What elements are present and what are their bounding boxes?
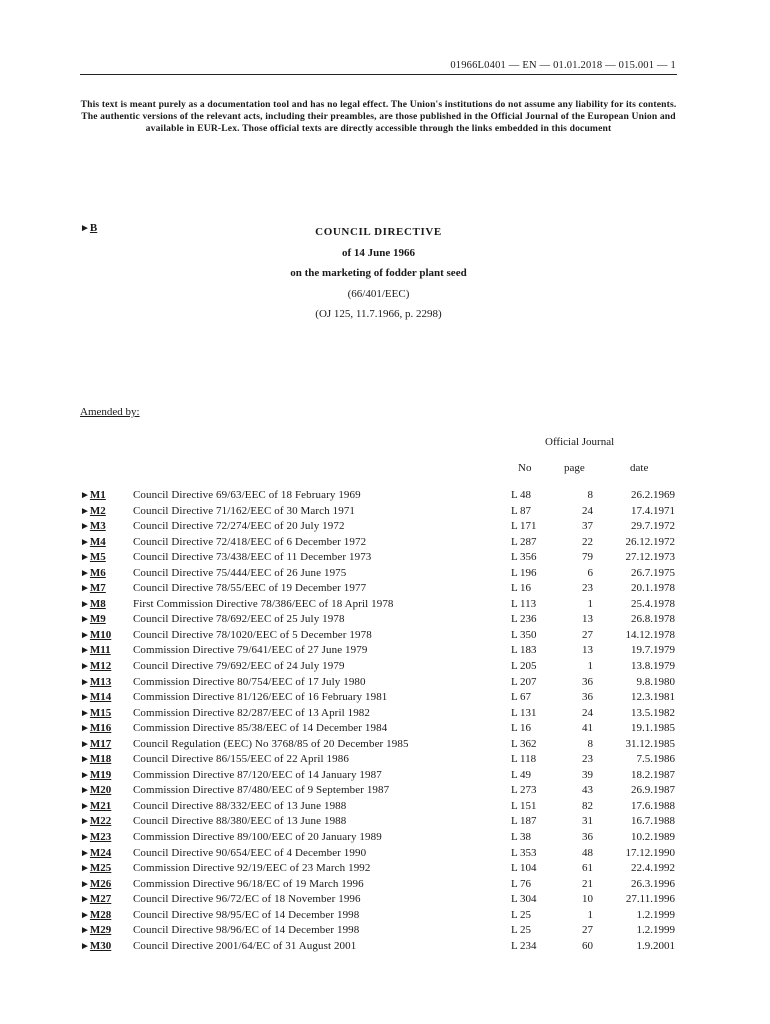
oj-number: L 207 [511,675,537,688]
arrow-right-icon: ► [80,505,90,517]
table-row [0,581,770,597]
amendment-link[interactable]: M21 [89,799,112,812]
oj-date: 17.12.1990 [625,846,675,859]
table-row [0,566,770,582]
oj-number: L 25 [511,924,532,937]
oj-page: 79 [582,551,593,564]
table-row [0,675,770,691]
table-row [0,721,770,737]
table-row [0,612,770,628]
arrow-right-icon: ► [80,878,90,890]
amendment-marker[interactable] [80,628,111,644]
oj-date: 26.7.1975 [631,566,675,579]
amendments-table [0,488,770,954]
amendment-link[interactable]: M25 [89,862,112,875]
arrow-right-icon: ► [80,598,90,610]
header-divider [80,74,677,75]
amending-act: Commission Directive 81/126/EEC of 16 February 1981 [133,691,388,704]
table-row [0,783,770,799]
amendment-marker[interactable] [80,721,111,737]
arrow-right-icon: ► [80,629,90,641]
oj-number: L 38 [511,831,532,844]
arrow-right-icon: ► [80,894,90,906]
amending-act: Commission Directive 92/19/EEC of 23 March 1992 [133,862,371,875]
oj-page: 8 [587,489,593,501]
amendment-link[interactable]: M19 [89,768,112,781]
amendment-marker[interactable] [80,846,111,862]
oj-page: 41 [582,722,593,735]
oj-page: 31 [582,815,593,828]
amendment-marker[interactable] [80,877,111,893]
oj-number: L 87 [511,504,532,517]
arrow-right-icon: ► [80,847,90,859]
amendment-link[interactable]: M12 [89,660,112,673]
document-reference: 01966L0401 — EN — 01.01.2018 — 015.001 — 1 [450,60,676,71]
oj-number: L 16 [511,722,532,735]
arrow-right-icon: ► [80,490,90,501]
oj-date: 19.1.1985 [631,722,675,735]
amendment-link[interactable]: M13 [89,675,112,688]
amendment-marker[interactable] [80,923,111,939]
oj-number: L 49 [511,768,532,781]
amending-act: Council Directive 79/692/EEC of 24 July 1979 [133,660,345,673]
base-act-marker[interactable] [80,222,97,234]
arrow-right-icon: ► [80,567,90,579]
amendment-marker[interactable] [80,783,111,799]
amendment-link[interactable]: M11 [89,644,111,657]
amendment-marker[interactable] [80,597,106,613]
oj-number: L 131 [511,706,537,719]
oj-page: 60 [582,939,593,952]
arrow-right-icon: ► [80,909,90,921]
oj-page: 1 [587,597,593,610]
amendment-link[interactable]: M17 [89,737,112,750]
oj-number: L 171 [511,520,537,533]
amending-act: Council Directive 90/654/EEC of 4 December 1990 [133,846,367,859]
amendment-marker[interactable] [80,581,106,597]
amendment-link[interactable]: M23 [89,831,112,844]
amendment-marker[interactable] [80,566,106,582]
table-row [0,877,770,893]
arrow-right-icon: ► [80,676,90,688]
oj-number: L 113 [511,597,537,610]
amendment-link[interactable]: M16 [89,722,112,735]
table-row [0,628,770,644]
amending-act: Commission Directive 87/480/EEC of 9 September 1987 [133,784,390,797]
amendment-link[interactable]: M24 [89,846,112,859]
title-date: of 14 June 1966 [341,246,416,259]
oj-page: 27 [582,628,593,641]
column-header-no: No [518,462,532,474]
oj-number: L 104 [511,862,537,875]
amendment-marker[interactable] [80,752,111,768]
oj-date: 13.8.1979 [631,660,675,673]
oj-date: 14.12.1978 [625,628,675,641]
oj-number: L 236 [511,613,537,626]
amending-act: Commission Directive 87/120/EEC of 14 January 1987 [133,768,382,781]
amendment-marker[interactable] [80,830,111,846]
amending-act: Council Directive 2001/64/EC of 31 August 2001 [133,939,357,952]
arrow-right-icon: ► [80,614,90,626]
oj-number: L 304 [511,893,537,906]
title-subject: on the marketing of fodder plant seed [290,267,467,279]
amendment-marker[interactable] [80,706,111,722]
oj-page: 10 [582,893,593,906]
arrow-right-icon: ► [80,645,90,657]
amendment-link[interactable]: M7 [89,582,106,595]
oj-page: 27 [582,924,593,937]
amendment-marker[interactable] [80,908,111,924]
table-row [0,597,770,613]
oj-number: L 234 [511,939,537,952]
oj-page: 61 [582,862,593,875]
amending-act: Council Regulation (EEC) No 3768/85 of 20 December 1985 [133,737,409,750]
oj-page: 36 [582,675,593,688]
oj-page: 13 [582,644,593,657]
oj-date: 9.8.1980 [636,675,675,688]
oj-date: 1.2.1999 [636,924,675,937]
amending-act: Commission Directive 89/100/EEC of 20 January 1989 [133,831,382,844]
oj-page: 48 [582,846,593,859]
oj-date: 26.2.1969 [631,489,675,501]
amendment-marker[interactable] [80,939,111,955]
amendment-marker[interactable] [80,612,106,628]
table-row [0,846,770,862]
table-row [0,643,770,659]
oj-date: 7.5.1986 [636,753,675,766]
arrow-right-icon: ► [80,800,90,812]
amendment-marker[interactable] [80,814,111,830]
oj-number: L 25 [511,908,532,921]
oj-date: 22.4.1992 [631,862,675,875]
oj-number: L 353 [511,846,537,859]
table-row [0,504,770,520]
amending-act: First Commission Directive 78/386/EEC of 18 April 1978 [133,597,394,610]
amending-act: Council Directive 75/444/EEC of 26 June 1975 [133,566,347,579]
amending-act: Council Directive 86/155/EEC of 22 April 1986 [133,753,349,766]
amendment-marker[interactable] [80,675,111,691]
amendment-marker[interactable] [80,519,106,535]
amendment-link[interactable]: M20 [89,784,112,797]
oj-page: 24 [582,706,593,719]
table-row [0,550,770,566]
amendment-marker[interactable] [80,892,111,908]
amending-act: Council Directive 78/55/EEC of 19 December 1977 [133,582,367,595]
table-row [0,861,770,877]
arrow-right-icon: ► [80,223,90,234]
amending-act: Commission Directive 96/18/EC of 19 March 1996 [133,877,364,890]
amendment-link[interactable]: M14 [89,691,112,704]
amendment-marker[interactable] [80,799,111,815]
table-row [0,535,770,551]
table-row [0,488,770,504]
arrow-right-icon: ► [80,925,90,937]
oj-number: L 205 [511,660,537,673]
amendment-link[interactable]: M27 [89,893,112,906]
oj-date: 1.9.2001 [636,939,675,952]
oj-number: L 356 [511,551,537,564]
amendment-link[interactable]: M2 [89,504,106,517]
amendment-marker[interactable] [80,488,106,504]
oj-number: L 287 [511,535,537,548]
amending-act: Council Directive 72/418/EEC of 6 December 1972 [133,535,367,548]
document-title [200,222,557,325]
arrow-right-icon: ► [80,754,90,766]
oj-date: 20.1.1978 [631,582,675,595]
amendment-link[interactable]: M30 [89,939,112,952]
arrow-right-icon: ► [80,521,90,533]
oj-date: 17.6.1988 [631,799,675,812]
oj-number: L 76 [511,877,532,890]
oj-page: 39 [582,768,593,781]
arrow-right-icon: ► [80,552,90,564]
oj-date: 26.3.1996 [631,877,675,890]
table-row [0,908,770,924]
amendment-marker[interactable] [80,643,111,659]
oj-number: L 48 [511,489,532,501]
amending-act: Council Directive 78/692/EEC of 25 July 1978 [133,613,345,626]
oj-page: 36 [582,831,593,844]
amending-act: Council Directive 98/96/EC of 14 December 1998 [133,924,360,937]
amendment-link[interactable]: M1 [89,489,106,501]
oj-date: 26.8.1978 [631,613,675,626]
amending-act: Council Directive 71/162/EEC of 30 March 1971 [133,504,356,517]
amending-act: Council Directive 69/63/EEC of 18 February 1969 [133,489,361,501]
oj-page: 13 [582,613,593,626]
oj-date: 13.5.1982 [631,706,675,719]
amendment-link[interactable]: M29 [89,924,112,937]
oj-date: 1.2.1999 [636,908,675,921]
arrow-right-icon: ► [80,769,90,781]
amendment-marker[interactable] [80,659,111,675]
amendment-marker[interactable] [80,504,106,520]
official-journal-header: Official Journal [545,436,615,448]
oj-number: L 362 [511,737,537,750]
table-row [0,752,770,768]
column-header-page: page [564,462,585,474]
table-row [0,892,770,908]
amending-act: Commission Directive 79/641/EEC of 27 June 1979 [133,644,368,657]
oj-date: 12.3.1981 [631,691,675,704]
oj-number: L 273 [511,784,537,797]
oj-number: L 16 [511,582,532,595]
arrow-right-icon: ► [80,692,90,704]
arrow-right-icon: ► [80,832,90,844]
amending-act: Commission Directive 82/287/EEC of 13 April 1982 [133,706,371,719]
amendment-link[interactable]: M3 [89,520,106,533]
oj-page: 8 [587,737,593,750]
table-row [0,519,770,535]
amendment-link[interactable]: M9 [89,613,106,626]
oj-number: L 350 [511,628,537,641]
oj-page: 6 [587,566,593,579]
oj-page: 22 [582,535,593,548]
oj-date: 16.7.1988 [631,815,675,828]
oj-page: 1 [587,660,593,673]
amended-by-label: Amended by: [80,406,140,418]
oj-page: 23 [582,582,593,595]
oj-page: 43 [582,784,593,797]
oj-date: 18.2.1987 [631,768,675,781]
amending-act: Council Directive 88/332/EEC of 13 June 1988 [133,799,347,812]
arrow-right-icon: ► [80,723,90,735]
table-row [0,768,770,784]
amending-act: Council Directive 96/72/EC of 18 November 1996 [133,893,361,906]
oj-date: 27.12.1973 [625,551,675,564]
arrow-right-icon: ► [80,536,90,548]
table-row [0,799,770,815]
arrow-right-icon: ► [80,863,90,875]
table-row [0,830,770,846]
oj-number: L 183 [511,644,537,657]
oj-date: 26.12.1972 [625,535,675,548]
oj-number: L 118 [511,753,537,766]
amendment-link[interactable]: M10 [89,628,112,641]
amending-act: Commission Directive 80/754/EEC of 17 July 1980 [133,675,366,688]
oj-page: 21 [582,877,593,890]
amending-act: Commission Directive 85/38/EEC of 14 December 1984 [133,722,388,735]
amendment-marker[interactable] [80,535,106,551]
oj-page: 37 [582,520,593,533]
arrow-right-icon: ► [80,738,90,750]
amending-act: Council Directive 73/438/EEC of 11 December 1973 [133,551,372,564]
disclaimer-text: This text is meant purely as a documentation tool and has no legal effect. The Union's institutions do not assume any liability for its contents. The authentic versions of the relevant acts, including their preambles, are those published in the Official Journal of the European Union and available in EUR-Lex. Those official texts are directly accessible through the links embedded in this document [80,99,677,135]
table-row [0,814,770,830]
oj-page: 82 [582,799,593,812]
amending-act: Council Directive 78/1020/EEC of 5 December 1978 [133,628,372,641]
amendment-link[interactable]: M18 [89,753,112,766]
oj-date: 17.4.1971 [631,504,675,517]
oj-date: 31.12.1985 [625,737,675,750]
oj-number: L 196 [511,566,537,579]
amendment-link[interactable]: M22 [89,815,112,828]
amendment-link[interactable]: M15 [89,706,112,719]
table-row [0,737,770,753]
amendment-marker[interactable] [80,550,106,566]
amending-act: Council Directive 72/274/EEC of 20 July 1972 [133,520,345,533]
column-header-date: date [630,462,649,474]
amending-act: Council Directive 88/380/EEC of 13 June 1988 [133,815,347,828]
oj-number: L 187 [511,815,537,828]
arrow-right-icon: ► [80,816,90,828]
oj-date: 19.7.1979 [631,644,675,657]
title-oj-reference: (OJ 125, 11.7.1966, p. 2298) [315,308,442,320]
amendment-link[interactable]: M5 [89,551,106,564]
arrow-right-icon: ► [80,707,90,719]
oj-number: L 67 [511,691,532,704]
oj-date: 10.2.1989 [631,831,675,844]
amendment-link[interactable]: M6 [89,566,106,579]
amendment-marker[interactable] [80,737,111,753]
amending-act: Council Directive 98/95/EC of 14 December 1998 [133,908,360,921]
table-row [0,706,770,722]
oj-number: L 151 [511,799,537,812]
oj-date: 26.9.1987 [631,784,675,797]
table-row [0,690,770,706]
oj-date: 25.4.1978 [631,597,675,610]
oj-date: 29.7.1972 [631,520,675,533]
table-row [0,939,770,955]
oj-page: 36 [582,691,593,704]
title-number: (66/401/EEC) [347,287,410,300]
title-act-type: COUNCIL DIRECTIVE [315,226,442,238]
oj-page: 23 [582,753,593,766]
arrow-right-icon: ► [80,661,90,673]
amendment-link[interactable]: M26 [89,877,112,890]
table-row [0,923,770,939]
amendment-link[interactable]: M28 [89,908,112,921]
amendment-marker[interactable] [80,861,111,877]
arrow-right-icon: ► [80,940,90,952]
amendment-marker[interactable] [80,690,111,706]
table-row [0,659,770,675]
amendment-marker[interactable] [80,768,111,784]
amendment-link[interactable]: M4 [89,535,106,548]
oj-page: 24 [582,504,593,517]
oj-date: 27.11.1996 [625,893,675,906]
arrow-right-icon: ► [80,583,90,595]
amendment-link[interactable]: M8 [89,597,106,610]
base-act-link[interactable]: B [89,222,98,234]
oj-page: 1 [587,908,593,921]
arrow-right-icon: ► [80,785,90,797]
